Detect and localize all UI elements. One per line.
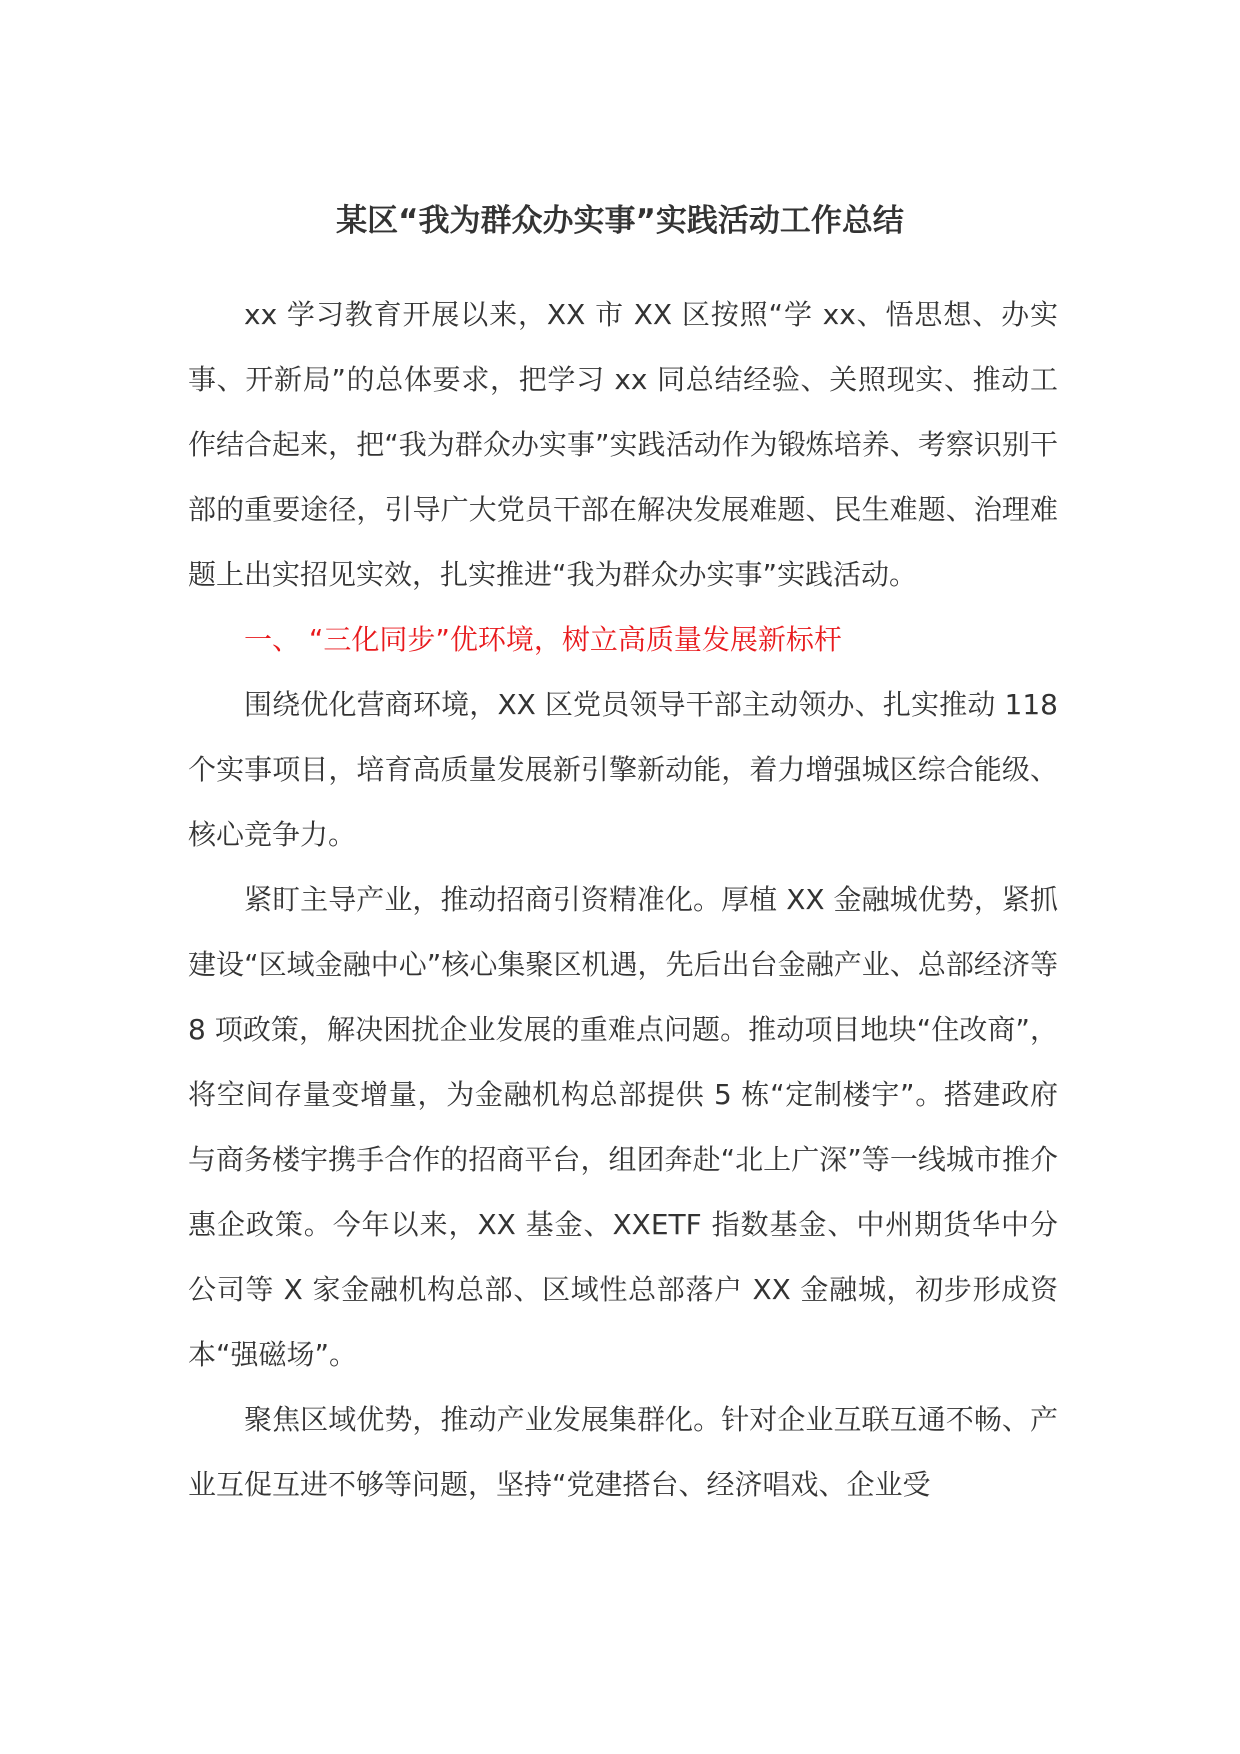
body-paragraph: 围绕优化营商环境，XX 区党员领导干部主动领办、扎实推动 118 个实事项目，培育高质量发展新引擎新动能，着力增强城区综合能级、核心竞争力。	[188, 688, 1058, 851]
body-paragraph: 紧盯主导产业，推动招商引资精准化。厚植 XX 金融城优势，紧抓建设“区域金融中心”核心集聚区机遇，先后出台金融产业、总部经济等 8 项政策，解决困扰企业发展的重难点问题。推动项目地块“住改商”，将空间存量变增量，为金融机构总部提供 5 栋“定制楼宇”。搭建政府与商务楼宇携手合作的招商平台，组团奔赴“北上广深”等一线城市推介惠企政策。今年以来，XX 基金、XXETF 指数基金、中州期货华中分公司等 X 家金融机构总部、区域性总部落户 XX 金融城，初步形成资本“强磁场”。	[188, 883, 1058, 1371]
section-heading-1: 一、 “三化同步”优环境，树立高质量发展新标杆	[244, 623, 842, 656]
document-title: 某区“我为群众办实事”实践活动工作总结	[336, 203, 904, 239]
body-paragraph: 聚焦区域优势，推动产业发展集群化。针对企业互联互通不畅、产业互促互进不够等问题，坚持“党建搭台、经济唱戏、企业受	[188, 1403, 1058, 1501]
intro-paragraph: xx 学习教育开展以来，XX 市 XX 区按照“学 xx、悟思想、办实事、开新局”的总体要求，把学习 xx 同总结经验、关照现实、推动工作结合起来，把“我为群众办实事”实践活动作为锻炼培养、考察识别干部的重要途径，引导广大党员干部在解决发展难题、民生难题、治理难题上出实招见实效，扎实推进“我为群众办实事”实践活动。	[188, 298, 1058, 591]
document-body	[188, 282, 1058, 1517]
